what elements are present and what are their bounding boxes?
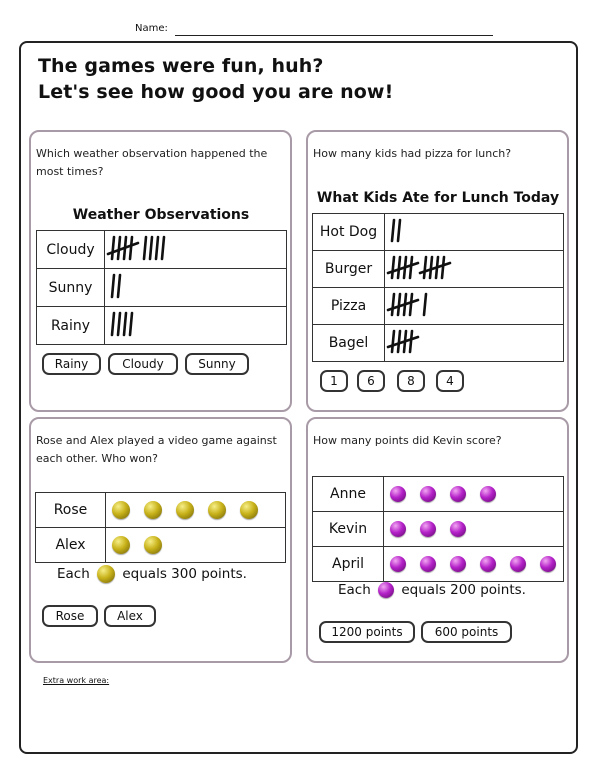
purple-dot-icon <box>510 556 526 572</box>
worksheet-heading <box>38 53 393 105</box>
points-pictograph <box>312 476 564 582</box>
heading-line-2: Let's see how good you are now! <box>38 81 394 103</box>
answer-option-rainy[interactable]: Rainy <box>42 353 101 375</box>
table-row <box>37 307 287 345</box>
tally-stroke <box>130 313 132 335</box>
tally-stroke <box>118 237 120 259</box>
gold-coin-icon <box>112 536 130 554</box>
weather-question: Which weather observation happened the most times? <box>36 147 268 178</box>
tally-stroke <box>424 294 426 315</box>
answer-option-sunny[interactable]: Sunny <box>185 353 249 375</box>
purple-dot-icon <box>390 556 406 572</box>
tally-stroke <box>398 294 400 315</box>
tally-marks <box>385 214 563 246</box>
picto-cell <box>384 512 564 547</box>
tally-stroke <box>410 331 412 352</box>
answer-option-1200-points[interactable]: 1200 points <box>319 621 415 643</box>
tally-marks <box>105 307 285 340</box>
table-row <box>313 214 564 251</box>
row-label: Bagel <box>313 325 385 362</box>
gold-coin-icon <box>208 501 226 519</box>
dot-row <box>384 556 563 572</box>
gold-coin-icon <box>144 501 162 519</box>
row-label: Hot Dog <box>313 214 385 251</box>
table-row <box>313 251 564 288</box>
coin-row <box>106 536 285 554</box>
table-row <box>313 477 564 512</box>
key-prefix: Each <box>338 582 371 598</box>
purple-dot-icon <box>390 486 406 502</box>
purple-dot-icon <box>390 521 406 537</box>
purple-dot-icon <box>420 521 436 537</box>
picto-cell <box>384 547 564 582</box>
tally-stroke <box>392 257 394 278</box>
game-question: Rose and Alex played a video game against each other. Who won? <box>36 434 277 465</box>
weather-tally-table <box>36 230 287 345</box>
table-row <box>313 325 564 362</box>
tally-cell <box>105 307 287 345</box>
heading-line-1: The games were fun, huh? <box>38 55 324 77</box>
row-label: Kevin <box>313 512 384 547</box>
purple-dot-icon <box>450 521 466 537</box>
row-label: April <box>313 547 384 582</box>
picto-cell <box>106 528 286 563</box>
row-label: Rainy <box>37 307 105 345</box>
purple-dot-icon <box>480 486 496 502</box>
row-label: Pizza <box>313 288 385 325</box>
tally-stroke <box>392 220 394 241</box>
purple-dot-icon <box>450 486 466 502</box>
purple-dot-icon <box>420 486 436 502</box>
tally-stroke <box>442 257 444 278</box>
dot-row <box>384 486 563 502</box>
name-label: Name: <box>135 23 168 34</box>
purple-dot-icon <box>540 556 556 572</box>
gold-coin-icon <box>176 501 194 519</box>
tally-cell <box>385 325 564 362</box>
gold-coin-icon <box>144 536 162 554</box>
tally-marks <box>385 288 563 320</box>
table-row <box>37 269 287 307</box>
answer-option-1[interactable]: 1 <box>320 370 348 392</box>
points-question: How many points did Kevin score? <box>313 434 502 447</box>
key-suffix: equals 300 points. <box>122 566 247 582</box>
tally-stroke <box>398 257 400 278</box>
tally-stroke <box>162 237 164 259</box>
picto-cell <box>106 493 286 528</box>
lunch-tally-table <box>312 213 564 362</box>
tally-stroke <box>392 331 394 352</box>
tally-stroke <box>424 257 426 278</box>
tally-stroke <box>156 237 158 259</box>
picto-cell <box>384 477 564 512</box>
tally-stroke <box>118 313 120 335</box>
tally-marks <box>105 231 285 264</box>
gold-coin-icon <box>97 565 115 583</box>
tally-stroke <box>124 313 126 335</box>
tally-stroke <box>112 237 114 259</box>
tally-stroke <box>112 313 114 335</box>
table-row <box>313 288 564 325</box>
tally-stroke <box>112 275 114 297</box>
tally-marks <box>385 251 563 283</box>
answer-option-600-points[interactable]: 600 points <box>421 621 512 643</box>
tally-stroke <box>430 257 432 278</box>
extra-work-label: Extra work area: <box>43 676 110 685</box>
tally-stroke <box>392 294 394 315</box>
answer-option-6[interactable]: 6 <box>357 370 385 392</box>
tally-cell <box>105 231 287 269</box>
game-pictograph <box>35 492 286 563</box>
key-prefix: Each <box>57 566 90 582</box>
tally-cell <box>385 214 564 251</box>
table-row <box>36 528 286 563</box>
game-key <box>57 565 247 583</box>
answer-option-8[interactable]: 8 <box>397 370 425 392</box>
table-row <box>36 493 286 528</box>
answer-option-rose[interactable]: Rose <box>42 605 98 627</box>
tally-marks <box>105 269 285 302</box>
row-label: Burger <box>313 251 385 288</box>
dot-row <box>384 521 563 537</box>
table-row <box>37 231 287 269</box>
table-row <box>313 512 564 547</box>
purple-dot-icon <box>480 556 496 572</box>
purple-dot-icon <box>420 556 436 572</box>
answer-option-alex[interactable]: Alex <box>104 605 156 627</box>
coin-row <box>106 501 285 519</box>
row-label: Sunny <box>37 269 105 307</box>
gold-coin-icon <box>240 501 258 519</box>
tally-stroke <box>144 237 146 259</box>
key-suffix: equals 200 points. <box>401 582 526 598</box>
purple-dot-icon <box>378 582 394 598</box>
tally-stroke <box>398 220 400 241</box>
tally-cell <box>385 251 564 288</box>
tally-cell <box>385 288 564 325</box>
answer-option-cloudy[interactable]: Cloudy <box>108 353 178 375</box>
gold-coin-icon <box>112 501 130 519</box>
tally-cell <box>105 269 287 307</box>
purple-dot-icon <box>450 556 466 572</box>
row-label: Cloudy <box>37 231 105 269</box>
tally-stroke <box>130 237 132 259</box>
points-key <box>338 582 526 598</box>
tally-stroke <box>150 237 152 259</box>
name-line[interactable] <box>175 35 493 36</box>
row-label: Rose <box>36 493 106 528</box>
lunch-question: How many kids had pizza for lunch? <box>313 147 512 160</box>
tally-stroke <box>410 257 412 278</box>
row-label: Alex <box>36 528 106 563</box>
answer-option-4[interactable]: 4 <box>436 370 464 392</box>
tally-marks <box>385 325 563 357</box>
weather-table-title: Weather Observations <box>72 207 250 223</box>
lunch-table-title: What Kids Ate for Lunch Today <box>316 190 560 206</box>
table-row <box>313 547 564 582</box>
tally-stroke <box>398 331 400 352</box>
tally-stroke <box>118 275 120 297</box>
tally-stroke <box>410 294 412 315</box>
row-label: Anne <box>313 477 384 512</box>
